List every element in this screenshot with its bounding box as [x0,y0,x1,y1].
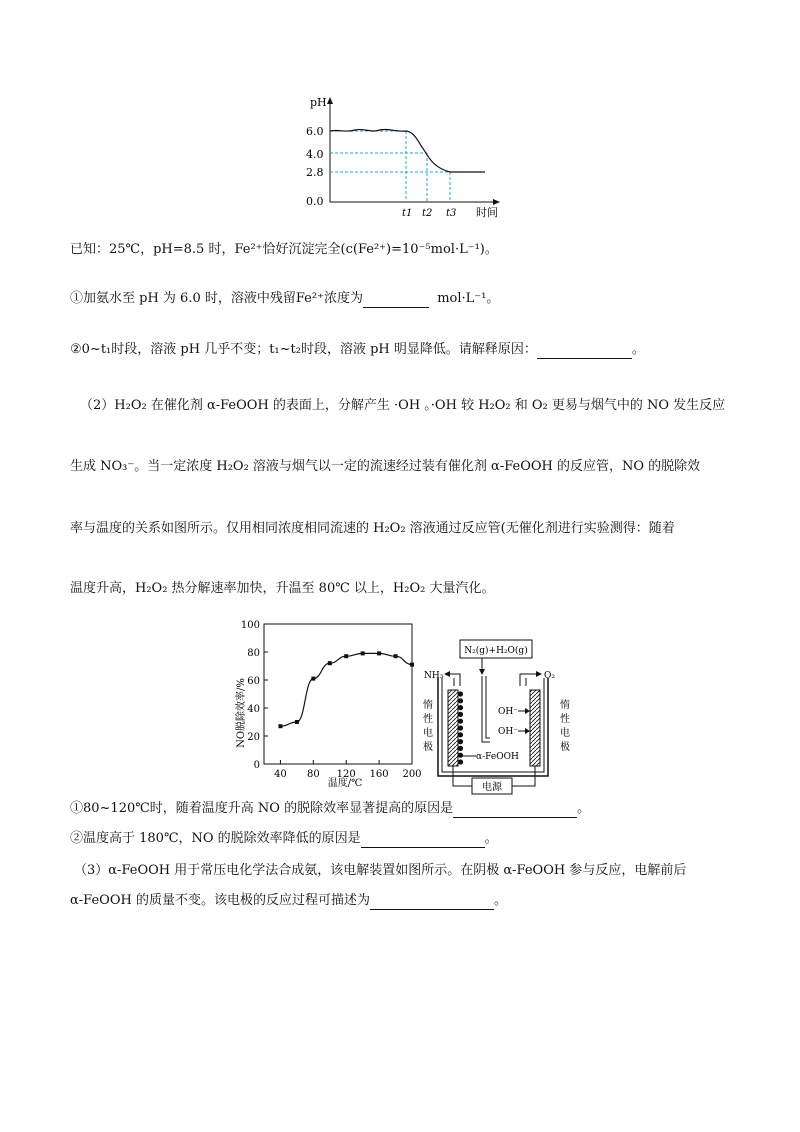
inlet-label: N₂(g)+H₂O(g) [464,646,528,656]
y-tick-label: 60 [247,676,260,687]
ph-tick-0: 0.0 [306,195,324,208]
hydroxide-label-2: OH⁻ [498,727,518,737]
x-tick-label: 120 [336,769,356,780]
data-point [394,654,398,658]
right-electrode-char-2: 性 [560,714,570,725]
right-outlet [520,678,526,686]
power-supply-label: 电源 [482,782,502,793]
paragraph-2-line-3: 率与温度的关系如图所示。仅用相同浓度相同流速的 H₂O₂ 溶液通过反应管(无催化剂进行实验测得：随着 [70,521,675,536]
no-efficiency-curve [280,653,412,726]
ph-tick-4: 4.0 [306,148,324,161]
catalyst-bead [458,712,463,717]
right-electrode-char-1: 惰 [560,700,570,711]
left-electrode-char-1: 惰 [423,700,433,711]
ph-xtick-t1: t1 [402,208,413,219]
catalyst-beads [458,691,463,764]
nh3-label: NH₃ [424,671,444,681]
left-outlet [454,678,460,686]
left-electrode-char-4: 极 [423,742,433,753]
data-point [328,661,332,665]
ph-x-arrow [493,199,500,205]
catalyst-bead [458,753,463,758]
ph-xtick-t2: t2 [422,208,433,219]
no-y-axis-label: NO脱除效率/% [236,678,247,748]
data-point [295,720,299,724]
paragraph-2-line-1: （2）H₂O₂ 在催化剂 α-FeOOH 的表面上，分解产生 ·OH 。·OH 较 H₂O₂ 和 O₂ 更易与烟气中的 NO 发生反应 [80,398,726,413]
question-1a: ①加氨水至 pH 为 6.0 时，溶液中残留Fe²⁺浓度为 mol·L⁻¹。 [70,291,500,306]
answer-blank[interactable] [363,293,429,308]
question-2a: ①80~120℃时，随着温度升高 NO 的脱除效率显著提高的原因是 。 [70,801,591,816]
known-condition-line: 已知：25℃，pH=8.5 时，Fe²⁺恰好沉淀完全(c(Fe²⁺)=10⁻⁵mol·L⁻¹)。 [70,242,498,257]
data-point [278,724,282,728]
ph-xtick-t3: t3 [446,208,457,219]
ph-time-chart [300,92,510,222]
catalyst-bead [458,691,463,696]
question-2b: ②温度高于 180℃，NO 的脱除效率降低的原因是 。 [70,831,498,846]
answer-blank[interactable] [370,895,494,910]
right-electrode-char-4: 极 [560,742,570,753]
ph-tick-28: 2.8 [306,166,324,179]
catalyst-label: α-FeOOH [476,752,519,762]
no-x-axis-label: 温度/℃ [327,778,363,789]
no-chart-frame [264,624,412,764]
catalyst-bead [458,698,463,703]
ph-y-label: pH [310,96,327,109]
data-point [344,654,348,658]
inlet-arrowhead [479,669,485,675]
paragraph-2-line-2: 生成 NO₃⁻。当一定浓度 H₂O₂ 溶液与烟气以一定的流速经过装有催化剂 α-FeOOH 的反应管，NO 的脱除效 [70,459,701,474]
catalyst-bead [458,746,463,751]
o2-pipe [520,674,538,682]
answer-blank[interactable] [361,833,485,848]
right-electrode [530,690,540,766]
data-point [311,677,315,681]
y-tick-label: 40 [247,704,260,715]
o2-arrowhead [536,671,542,677]
x-tick-label: 160 [369,769,389,780]
data-point [410,663,414,667]
hydroxide-label-1: OH⁻ [498,707,518,717]
gas-inlet-tube [482,676,490,742]
no-removal-chart [222,618,422,790]
hydroxide-arrowhead-1 [525,708,530,714]
y-tick-label: 80 [247,648,260,659]
y-tick-label: 100 [240,620,260,631]
nh3-arrowhead [444,671,450,677]
answer-blank[interactable] [537,344,632,359]
y-tick-label: 20 [247,732,260,743]
no-chart-plot [241,620,422,780]
y-tick-label: 0 [253,760,260,771]
data-point [361,651,365,655]
electrolysis-apparatus [420,638,590,798]
paragraph-2-line-4: 温度升高，H₂O₂ 热分解速率加快，升温至 80℃ 以上，H₂O₂ 大量汽化。 [70,581,495,596]
catalyst-bead [458,739,463,744]
catalyst-bead [458,725,463,730]
hydroxide-arrowhead-2 [525,728,530,734]
ph-curve [330,129,485,172]
x-tick-label: 200 [402,769,422,780]
left-electrode-char-3: 电 [423,728,433,739]
question-3-line-1: （3）α-FeOOH 用于常压电化学法合成氨，该电解装置如图所示。在阴极 α-FeOOH 参与反应，电解前后 [74,863,687,878]
right-electrode-char-3: 电 [560,728,570,739]
catalyst-bead [458,732,463,737]
ph-tick-6: 6.0 [306,125,324,138]
x-tick-label: 80 [306,769,320,780]
left-electrode [448,690,458,766]
data-point [377,651,381,655]
question-3-line-2: α-FeOOH 的质量不变。该电极的反应过程可描述为 。 [70,893,507,908]
catalyst-bead [458,705,463,710]
ph-y-arrow [327,97,333,104]
o2-label: O₂ [544,671,555,681]
catalyst-bead [458,759,463,764]
answer-blank[interactable] [453,803,577,818]
catalyst-bead [458,719,463,724]
x-tick-label: 40 [274,769,287,780]
left-electrode-char-2: 性 [423,714,433,725]
ph-x-label: 时间 [476,206,498,219]
question-1b: ②0~t₁时段，溶液 pH 几乎不变；t₁~t₂时段，溶液 pH 明显降低。请解释原因： 。 [70,342,645,357]
